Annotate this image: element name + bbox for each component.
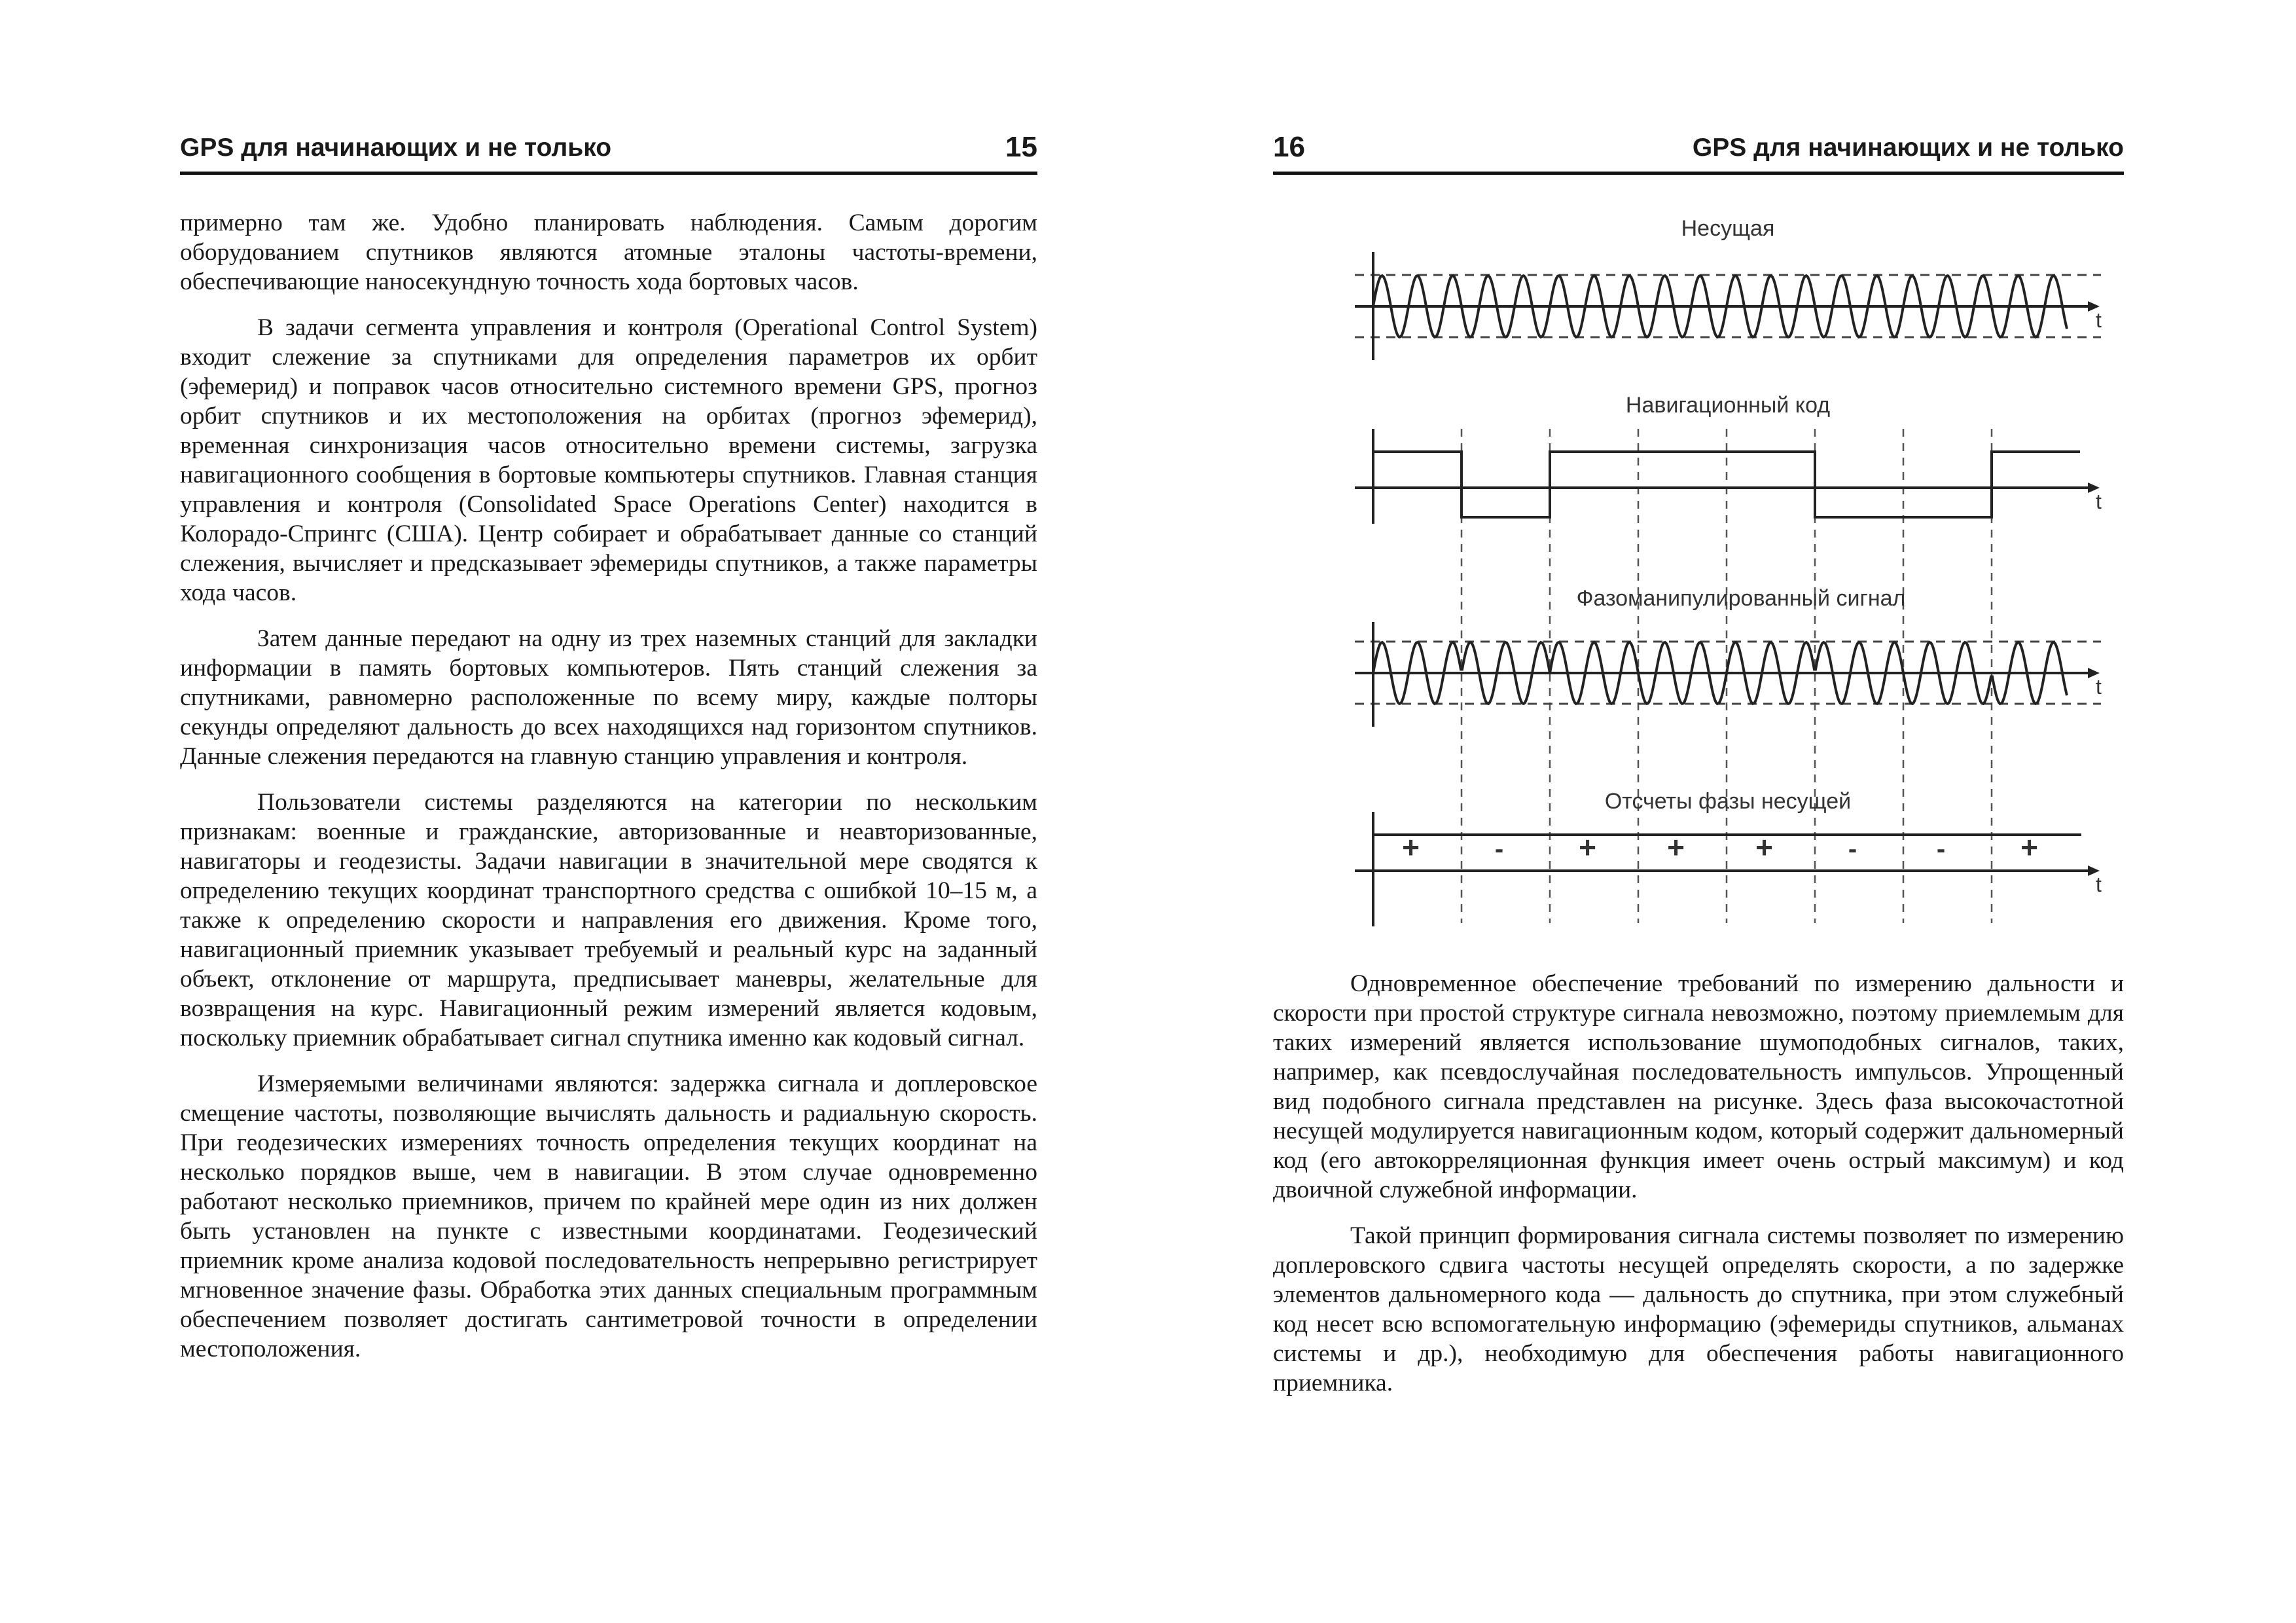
running-header (1273, 131, 2124, 175)
running-header (180, 131, 1037, 175)
paragraph: Одновременное обеспечение требований по измерению дальности и скорости при простой структуре сигнала невозможно, поэтому приемлемым для таких измерений является использование шумоподобных сигналов, таких, например, как псевдослучайная последовательность импульсов. Упрощенный вид подобного сигнала представлен на рисунке. Здесь фаза высокочастотной несущей модулируется навигационным кодом, который содержит дальномерный код (его автокорреляционная функция имеет очень острый максимум) и код двоичной служебной информации. (1273, 970, 2124, 1203)
phase-sign: + (1402, 830, 1420, 864)
paragraph: Такой принцип формирования сигнала системы позволяет по измерению доплеровского сдвига частоты несущей определять скорости, а по задержке элементов дальномерного кода — дальность до спутника, при этом служебный код несет всю вспомогательную информацию (эфемериды спутников, альманах системы и др.), необходимую для обеспечения работы навигационного приемника. (1273, 1222, 2124, 1396)
psk-label: Фазоманипулированный сигнал (1576, 586, 1906, 611)
phase-sign: + (1667, 830, 1685, 864)
body-text (1273, 969, 2124, 1414)
paragraph: Затем данные передают на одну из трех наземных станций для закладки информации в память бортовых компьютеров. Пять станций слежения за спутниками, равномерно расположенные по всему миру, каждые полторы секунды определяют дальность до всех находящихся над горизонтом спутников. Данные слежения передаются на главную станцию управления и контроля. (180, 625, 1037, 770)
paragraph: примерно там же. Удобно планировать наблюдения. Самым дорогим оборудованием спутников являются атомные эталоны частоты-времени, обеспечивающие наносекундную точность хода бортовых часов. (180, 210, 1037, 295)
page-number: 15 (1005, 131, 1037, 163)
phase-sign: + (1579, 830, 1596, 864)
nav-code-label: Навигационный код (1625, 393, 1831, 418)
paragraph: В задачи сегмента управления и контроля (Operational Control System) входит слежение за спутниками для определения параметров их орбит (эфемерид) и поправок часов относительно системного времени GPS, прогноз орбит спутников и их местоположения на орбитах (прогноз эфемерид), временная синхронизация часов относительно времени системы, загрузка навигационного сообщения в бортовые компьютеры спутников. Главная станция управления и контроля (Consolidated Space Operations Center) находится в Колорадо-Спрингс (США). Центр собирает и обрабатывает данные со станций слежения, вычисляет и предсказывает эфемериды спутников, а также параметры хода часов. (180, 314, 1037, 606)
phase-sign: + (1755, 830, 1773, 864)
paragraph: Пользователи системы разделяются на категории по нескольким признакам: военные и гражданские, авторизованные и неавторизованные, навигаторы и геодезисты. Задачи навигации в значительной мере сводятся к определению текущих координат транспортного средства с ошибкой 10–15 м, а также к определению скорости и направления его движения. Кроме того, навигационный приемник указывает требуемый и реальный курс на заданный объект, отклонение от маршрута, предписывает маневры, желательные для возвращения на курс. Навигационный режим измерений является кодовым, поскольку приемник обрабатывает сигнал спутника именно как кодовый сигнал. (180, 789, 1037, 1051)
phase-sign: - (1936, 835, 1946, 864)
page-number: 16 (1273, 131, 1305, 163)
phase-sign: - (1494, 835, 1504, 864)
psk-axis-label: t (2096, 675, 2102, 699)
paragraph: Измеряемыми величинами являются: задержка сигнала и доплеровское смещение частоты, позволяющие вычислять дальность и радиальную скорость. При геодезических измерениях точность определения текущих координат на несколько порядков выше, чем в навигации. В этом случае одновременно работают несколько приемников, причем по крайней мере один из них должен быть установлен на пункте с известными координатами. Геодезический приемник кроме анализа кодовой последовательность непрерывно регистрирует мгновенное значение фазы. Обработка этих данных специальным программным обеспечением позволяет достигать сантиметровой точности в определении местоположения. (180, 1070, 1037, 1362)
phase-sign: + (2020, 830, 2038, 864)
carrier-label: Несущая (1681, 216, 1775, 241)
carrier-axis-label: t (2096, 308, 2102, 332)
header-title: GPS для начинающих и не только (1692, 134, 2124, 162)
signal-diagram (1355, 203, 2101, 943)
phase-samples-label: Отсчеты фазы несущей (1604, 789, 1852, 814)
phase-axis-label: t (2096, 873, 2102, 896)
nav-code-axis-label: t (2096, 490, 2102, 513)
body-text (180, 208, 1037, 1380)
header-title: GPS для начинающих и не только (180, 134, 612, 162)
phase-sign: - (1848, 835, 1857, 864)
signal-diagram-svg (1355, 203, 2101, 943)
